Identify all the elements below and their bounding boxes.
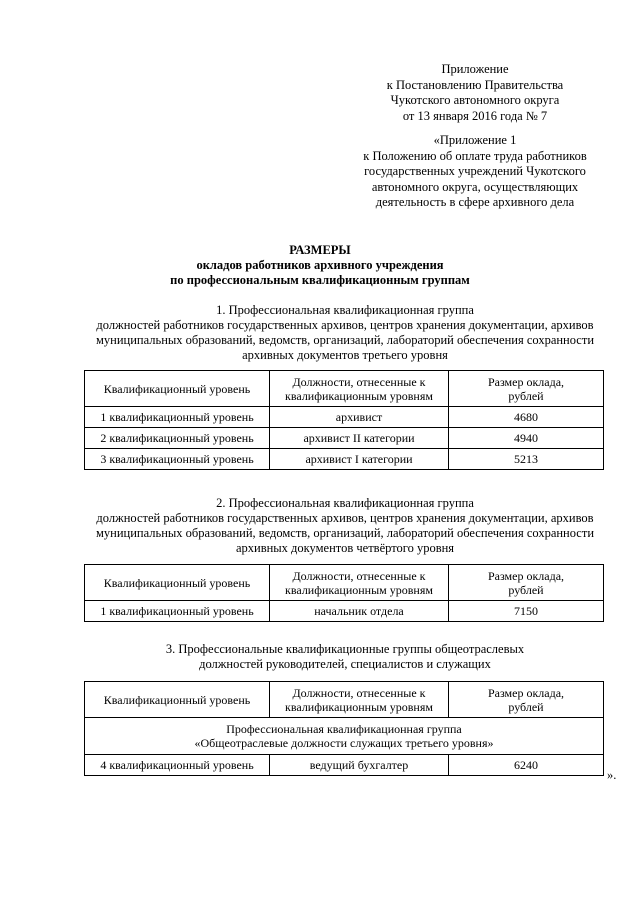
table-row [85, 449, 604, 470]
appendix-header-line: от 13 января 2016 года № 7 [402, 108, 548, 123]
cell-level: 1 квалификационный уровень [85, 407, 270, 428]
group1-heading-line: должностей работников государственных архивов, центров хранения документации, архивов [96, 318, 594, 332]
header-level: Квалификационный уровень [85, 565, 270, 601]
table-header-row [85, 682, 604, 718]
group2-heading-line: должностей работников государственных архивов, центров хранения документации, архивов [96, 511, 594, 525]
appendix-header [330, 62, 620, 124]
table-row [85, 428, 604, 449]
header-positions [270, 565, 449, 601]
header-level: Квалификационный уровень [85, 682, 270, 718]
header-salary [449, 682, 604, 718]
appendix-header-line: Чукотского автономного округа [390, 93, 560, 107]
group2-heading-line: муниципальных образований, ведомств, организаций, лабораторий обеспечения сохранности [95, 526, 595, 540]
appendix-header-line: к Постановлению Правительства [386, 77, 564, 92]
cell-position: ведущий бухгалтер [270, 755, 449, 776]
appendix-subheader-line: деятельность в сфере архивного дела [375, 195, 575, 209]
group1-heading-line: архивных документов третьего уровня [242, 348, 448, 362]
header-positions-line1: Должности, отнесенные к [292, 568, 426, 583]
cell-level: 3 квалификационный уровень [85, 449, 270, 470]
document-title [0, 243, 640, 288]
cell-salary: 7150 [449, 601, 604, 622]
cell-level: 1 квалификационный уровень [85, 601, 270, 622]
group3-heading [80, 642, 610, 672]
header-positions [270, 371, 449, 407]
subgroup-line2: «Общеотраслевые должности служащих третьего уровня» [194, 736, 494, 750]
subgroup-cell [85, 718, 604, 755]
cell-position: архивист [270, 407, 449, 428]
group3-heading-line: должностей руководителей, специалистов и служащих [199, 657, 491, 671]
cell-level: 2 квалификационный уровень [85, 428, 270, 449]
header-level: Квалификационный уровень [85, 371, 270, 407]
header-positions [270, 682, 449, 718]
header-salary-line1: Размер оклада, [487, 374, 565, 389]
table-header-row [85, 371, 604, 407]
appendix-subheader [330, 133, 620, 211]
header-positions-line1: Должности, отнесенные к [292, 685, 426, 700]
appendix-header-line: Приложение [441, 62, 509, 76]
cell-position: архивист II категории [270, 428, 449, 449]
header-salary-line1: Размер оклада, [487, 568, 565, 583]
appendix-subheader-line: «Приложение 1 [433, 133, 517, 147]
table-row [85, 755, 604, 776]
header-salary [449, 371, 604, 407]
appendix-subheader-line: автономного округа, осуществляющих [371, 179, 579, 194]
table-row [85, 407, 604, 428]
appendix-subheader-line: к Положению об оплате труда работников [363, 148, 587, 163]
cell-salary: 4680 [449, 407, 604, 428]
subgroup-row [85, 718, 604, 755]
group2-heading-line: 2. Профессиональная квалификационная группа [216, 496, 474, 510]
cell-level: 4 квалификационный уровень [85, 755, 270, 776]
group2-table [84, 564, 604, 622]
subgroup-line1: Профессиональная квалификационная группа [226, 722, 462, 736]
group1-heading [80, 303, 610, 363]
header-salary-line2: рублей [508, 388, 544, 403]
header-salary-line2: рублей [508, 699, 544, 714]
group1-heading-line: 1. Профессиональная квалификационная группа [216, 303, 474, 317]
group2-heading-line: архивных документов четвёртого уровня [235, 541, 455, 555]
group3-heading-line: 3. Профессиональные квалификационные группы общеотраслевых [165, 642, 525, 656]
header-positions-line2: квалификационным уровням [285, 699, 433, 714]
cell-salary: 4940 [449, 428, 604, 449]
title-line: по профессиональным квалификационным группам [170, 273, 470, 287]
group2-heading [80, 496, 610, 556]
header-salary-line2: рублей [508, 582, 544, 597]
group1-table [84, 370, 604, 470]
table-row [85, 601, 604, 622]
title-line: РАЗМЕРЫ [289, 243, 351, 257]
cell-position: архивист I категории [270, 449, 449, 470]
closing-quote-mark: ». [607, 768, 617, 782]
group1-heading-line: муниципальных образований, ведомств, организаций, лабораторий обеспечения сохранности [95, 333, 595, 347]
header-positions-line2: квалификационным уровням [285, 388, 433, 403]
header-salary-line1: Размер оклада, [487, 685, 565, 700]
header-positions-line1: Должности, отнесенные к [292, 374, 426, 389]
cell-salary: 6240 [449, 755, 604, 776]
header-positions-line2: квалификационным уровням [285, 582, 433, 597]
table-header-row [85, 565, 604, 601]
cell-position: начальник отдела [270, 601, 449, 622]
header-salary [449, 565, 604, 601]
appendix-subheader-line: государственных учреждений Чукотского [364, 164, 586, 178]
group3-table [84, 681, 604, 776]
cell-salary: 5213 [449, 449, 604, 470]
title-line: окладов работников архивного учреждения [196, 258, 444, 272]
